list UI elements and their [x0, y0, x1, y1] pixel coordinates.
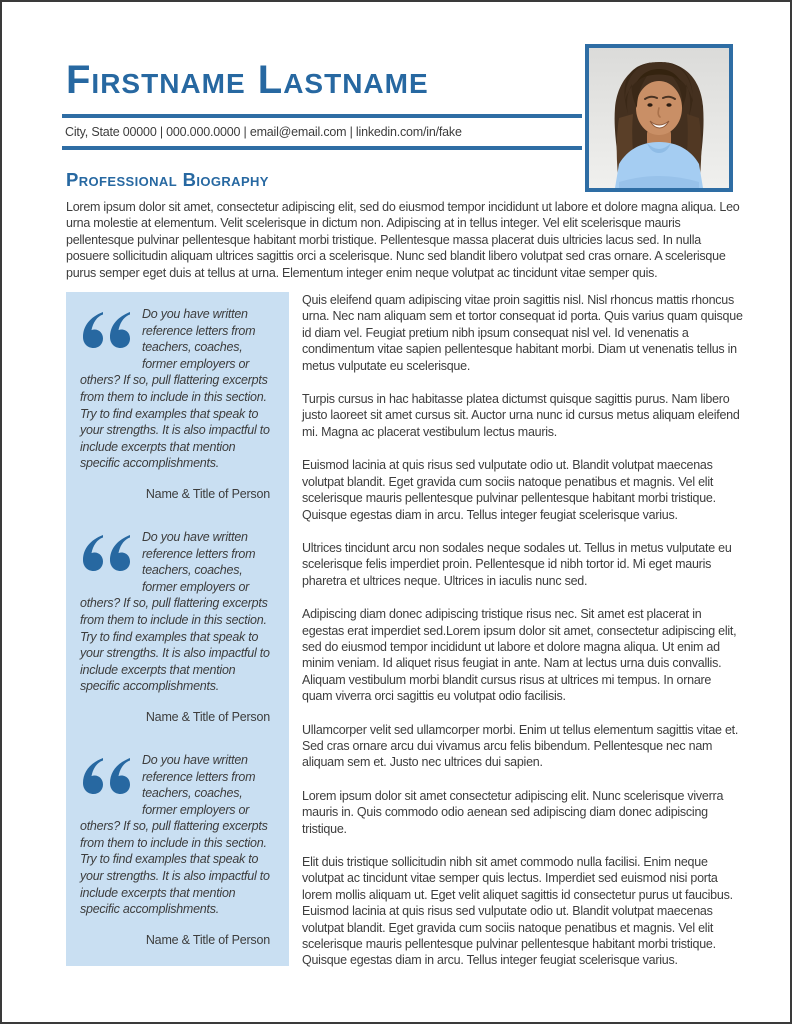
- profile-photo: [585, 44, 733, 192]
- quote-text: Do you have written reference letters from teachers, coaches, former employers or others? If so, pull flattering excerpts from them to include in this section. Try to find examples that speak to your strengths. It is also impactful to include excerpts that mention specific accomplishments.: [80, 752, 270, 917]
- quote-block: [80, 306, 274, 502]
- biography-paragraph: Turpis cursus in hac habitasse platea dictumst quisque sagittis purus. Nam libero justo laoreet sit amet cursus sit. Auctor urna nunc id cursus metus aliquam eleifend mi. Magna ac placerat vestibulum lectus mauris.: [302, 392, 740, 439]
- content-columns: [66, 292, 743, 986]
- open-quote-icon: [80, 529, 142, 581]
- quote-block: [80, 752, 274, 948]
- biography-paragraph: Quis eleifend quam adipiscing vitae proin sagittis nisl. Nisl rhoncus mattis rhoncus urna. Nec nam aliquam sem et tortor consequat id porta. Quis varius quam quisque id diam vel. Feugiat pretium nibh ipsum consequat nisl vel. Id venenatis a condimentum vitae sapien pellentesque habitant morbi. Diam ut venenatis tellus in metus vulputate eu scelerisque.: [302, 293, 743, 373]
- quote-text: Do you have written reference letters from teachers, coaches, former employers or others? If so, pull flattering excerpts from them to include in this section. Try to find examples that speak to your strengths. It is also impactful to include excerpts that mention specific accomplishments.: [80, 529, 270, 694]
- biography-paragraph: Adipiscing diam donec adipiscing tristique risus nec. Sit amet est placerat in egestas erat imperdiet sed.Lorem ipsum dolor sit amet, consectetur adipiscing elit, sed do eiusmod tempor incididunt ut labore et dolore magna aliqua. Ut enim ad minim veniam. Id aliquet risus feugiat in ante. Nam at lectus urna duis convallis. Aliquam vestibulum morbi blandit cursus risus at ultrices mi tempus. In ornare quam viverra orci sagittis eu volutpat odio facilisis.: [302, 607, 737, 704]
- contact-bar: [62, 114, 582, 150]
- quote-attribution: Name & Title of Person: [145, 486, 270, 501]
- quote-attribution: Name & Title of Person: [145, 709, 270, 724]
- biography-paragraph: Ullamcorper velit sed ullamcorper morbi. Enim ut tellus elementum sagittis vitae et. Sed cras ornare arcu dui vivamus arcu felis bibendum. Pellentesque nec nam aliquam sem et. Justo nec ultrices dui sapien.: [302, 722, 739, 770]
- headshot-illustration: [589, 48, 729, 188]
- quotes-sidebar: [66, 292, 289, 966]
- biography-paragraph: Lorem ipsum dolor sit amet consectetur adipiscing elit. Nunc scelerisque viverra mauris in. Quis commodo odio aenean sed adipiscing diam donec adipiscing tristique.: [302, 788, 724, 836]
- section-heading: Professional Biography: [66, 169, 269, 190]
- contact-info: City, State 00000 | 000.000.0000 | email@email.com | linkedin.com/in/fake: [65, 125, 462, 139]
- biography-paragraph: Elit duis tristique sollicitudin nibh sit amet commodo nulla facilisi. Enim neque volutpat ac tincidunt vitae semper quis lectus. Imperdiet sed euismod nisi porta lorem mollis aliquam ut. Eget velit aliquet sagittis id consectetur purus ut faucibus. Euismod lacinia at quis risus sed vulputate odio ut. Blandit volutpat maecenas volutpat blandit. Eget gravida cum sociis natoque penatibus et magnis. Vel elit scelerisque mauris pellentesque pulvinar pellentesque habitant morbi tristique. Quisque egestas diam in arcu. Tellus integer feugiat scelerisque varius.: [302, 855, 733, 968]
- open-quote-icon: [80, 752, 142, 804]
- quote-block: [80, 529, 274, 725]
- open-quote-icon: [80, 306, 142, 358]
- biography-intro-paragraph: Lorem ipsum dolor sit amet, consectetur adipiscing elit, sed do eiusmod tempor incididunt ut labore et dolore magna aliqua. Leo urna molestie at elementum. Velit scelerisque in dictum non. Adipiscing at in tellus integer. Vel elit scelerisque mauris pellentesque pulvinar pellentesque habitant morbi tristique. Pellentesque massa placerat duis ultricies lacus sed. In nulla posuere sollicitudin aliquam ultrices sagittis orci a scelerisque. Nunc sed blandit libero volutpat sed cras ornare. A scelerisque purus semper eget duis at tellus at urna. Elementum integer enim neque volutpat ac tincidunt vitae semper quis.: [66, 200, 740, 280]
- biography-paragraph: Ultrices tincidunt arcu non sodales neque sodales ut. Tellus in metus vulputate eu scelerisque felis imperdiet proin. Pellentesque id nibh tortor id. Mi eget mauris pharetra et ultrices neque. Ultrices in iaculis nunc sed.: [302, 540, 732, 588]
- page-title: Firstname Lastname: [66, 58, 429, 102]
- biography-paragraph: Euismod lacinia at quis risus sed vulputate odio ut. Blandit volutpat maecenas volutpat blandit. Eget gravida cum sociis natoque penatibus et magnis. Vel elit scelerisque mauris pellentesque pulvinar pellentesque habitant morbi tristique. Quisque egestas diam in arcu. Tellus integer feugiat scelerisque varius.: [302, 458, 716, 522]
- quote-attribution: Name & Title of Person: [145, 932, 270, 947]
- quote-text: Do you have written reference letters from teachers, coaches, former employers or others? If so, pull flattering excerpts from them to include in this section. Try to find examples that speak to your strengths. It is also impactful to include excerpts that mention specific accomplishments.: [80, 307, 270, 471]
- biography-text-column: [302, 292, 743, 986]
